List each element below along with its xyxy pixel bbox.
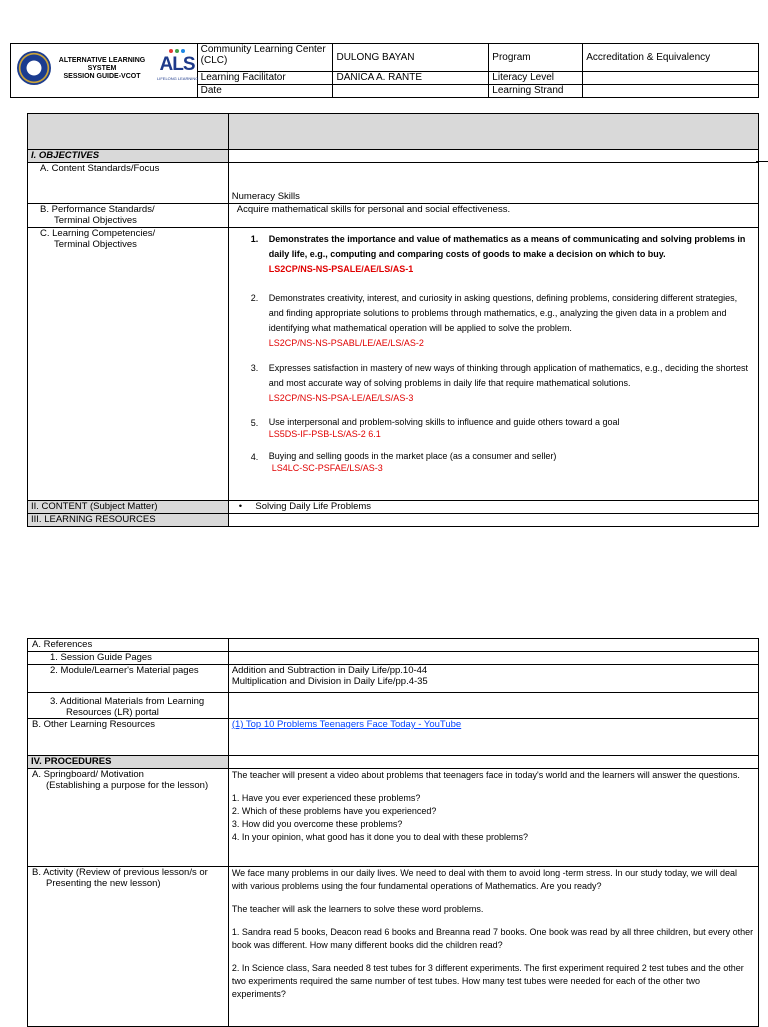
- program-value: Accreditation & Equivalency: [583, 44, 759, 72]
- bullet-icon: •: [238, 501, 243, 512]
- objectives-heading-blank: [228, 150, 758, 163]
- competency-code: LS5DS-IF-PSB-LS/AS-2 6.1: [268, 429, 381, 439]
- activity-intro: We face many problems in our daily lives. We need to deal with them to avoid long -term stress. In our study today, we will deal with various problems using the four fundamental operations of Mathematics. Are you ready?: [231, 868, 738, 891]
- springboard-label-line-2: (Establishing a purpose for the lesson): [46, 780, 209, 791]
- als-logo-sub: LIFELONG LEARNING: [157, 76, 199, 81]
- competency-item: [251, 416, 750, 440]
- objectives-table: [27, 113, 759, 527]
- activity-content: [228, 867, 758, 1027]
- question-item: 4. In your opinion, what good has it done you to deal with these problems?: [231, 832, 529, 842]
- additional-label-line-1: 3. Additional Materials from Learning: [50, 696, 205, 707]
- word-problem-1: 1. Sandra read 5 books, Deacon read 6 books and Breanna read 7 books. One book was read by all three children, but every other book was different. How many different books did the children read?: [231, 927, 754, 950]
- performance-value: Acquire mathematical skills for personal and social effectiveness.: [228, 204, 758, 228]
- additional-label-line-2: Resources (LR) portal: [66, 707, 159, 718]
- learning-resources-label: III. LEARNING RESOURCES: [28, 514, 229, 527]
- competencies-label-line-2: Terminal Objectives: [54, 239, 137, 250]
- content-standards-value: Numeracy Skills: [228, 163, 758, 204]
- date-value: [333, 85, 489, 98]
- competency-item: [251, 361, 750, 406]
- program-label: Program: [489, 44, 583, 72]
- question-item: 2. Which of these problems have you experienced?: [231, 806, 437, 816]
- references-blank: [228, 639, 758, 652]
- als-logo-text: ALS: [159, 54, 195, 75]
- content-label: II. CONTENT (Subject Matter): [28, 501, 229, 514]
- clc-label: Community Learning Center (CLC): [197, 44, 333, 72]
- performance-label-line-1: B. Performance Standards/: [40, 204, 155, 215]
- activity-label: [28, 867, 229, 1027]
- competencies-label: [28, 228, 229, 501]
- procedures-heading: IV. PROCEDURES: [28, 756, 229, 769]
- competency-code: LS2CP/NS-NS-PSA-LE/AE/LS/AS-3: [268, 393, 414, 403]
- module-label: 2. Module/Learner's Material pages: [28, 665, 229, 693]
- content-value-cell: [228, 501, 758, 514]
- strand-label: Learning Strand: [489, 85, 583, 98]
- module-value: [228, 665, 758, 693]
- deped-seal-icon: [17, 51, 51, 85]
- header-table: [10, 43, 759, 98]
- question-item: 3. How did you overcome these problems?: [231, 819, 403, 829]
- competency-text: Use interpersonal and problem-solving skills to influence and guide others toward a goal: [268, 417, 620, 427]
- springboard-intro: The teacher will present a video about problems that teenagers face in today's world and the learners will answer the questions.: [231, 770, 740, 780]
- header-shade-right: [228, 114, 758, 150]
- other-resources-label: B. Other Learning Resources: [28, 719, 229, 756]
- competencies-list: [228, 228, 758, 501]
- competency-number: 5.: [250, 418, 259, 428]
- question-item: 1. Have you ever experienced these problems?: [231, 793, 421, 803]
- competency-text: Demonstrates the importance and value of mathematics as a means of communicating and solving problems in daily life, e.g., computing and comparing costs of goods to make a decision on which to buy.: [268, 234, 746, 259]
- org-line-2: SYSTEM: [87, 65, 117, 72]
- competency-number: 4.: [250, 452, 259, 462]
- activity-instruction: The teacher will ask the learners to solve these word problems.: [231, 904, 484, 914]
- competency-number: 2.: [250, 293, 259, 303]
- module-value-line-1: Addition and Subtraction in Daily Life/pp.10-44: [231, 665, 428, 676]
- procedures-table: [27, 638, 759, 1027]
- content-value: Solving Daily Life Problems: [255, 501, 372, 512]
- additional-materials-label: [28, 693, 229, 719]
- competency-number: 3.: [250, 363, 259, 373]
- competency-code: LS2CP/NS-NS-PSABL/LE/AE/LS/AS-2: [268, 338, 424, 348]
- facilitator-value: DANICA A. RANTE: [333, 72, 489, 85]
- competency-text: Demonstrates creativity, interest, and curiosity in asking questions, defining problems, considering different strategies, and finding appropriate solutions to problems through mathematics, e.g., analyzing the given data in a problem and identifying what mathematical operation will be applied to solve the problem.: [268, 293, 738, 333]
- springboard-label: [28, 769, 229, 867]
- date-label: Date: [197, 85, 333, 98]
- session-guide-blank: [228, 652, 758, 665]
- procedures-heading-blank: [228, 756, 758, 769]
- learning-resources-blank: [228, 514, 758, 527]
- org-line-1: ALTERNATIVE LEARNING: [58, 57, 146, 64]
- competency-item: [251, 232, 750, 277]
- literacy-value: [583, 72, 759, 85]
- competencies-label-line-1: C. Learning Competencies/: [40, 228, 156, 239]
- competency-code: LS4LC-SC-PSFAE/LS/AS-3: [271, 463, 383, 473]
- performance-label: [28, 204, 229, 228]
- strand-value: [583, 85, 759, 98]
- objectives-heading: I. OBJECTIVES: [28, 150, 229, 163]
- activity-label-line-1: B. Activity (Review of previous lesson/s or: [32, 867, 208, 878]
- facilitator-label: Learning Facilitator: [197, 72, 333, 85]
- additional-materials-blank: [228, 693, 758, 719]
- activity-label-line-2: Presenting the new lesson): [46, 878, 161, 889]
- competency-number: 1.: [250, 234, 259, 244]
- logo-cell: [11, 44, 198, 98]
- competency-item: [251, 291, 750, 351]
- youtube-link[interactable]: (1) Top 10 Problems Teenagers Face Today - YouTube: [231, 719, 462, 730]
- session-guide-label: 1. Session Guide Pages: [28, 652, 229, 665]
- springboard-content: [228, 769, 758, 867]
- als-logo: [157, 49, 197, 93]
- competency-code: LS2CP/NS-NS-PSALE/AE/LS/AS-1: [268, 264, 414, 274]
- word-problem-2: 2. In Science class, Sara needed 8 test tubes for 3 different experiments. The first experiment required 2 test tubes and the other two experiments required the same number of test tubes. How many test tubes were needed for each of the other two experiments?: [231, 963, 744, 999]
- literacy-label: Literacy Level: [489, 72, 583, 85]
- module-value-line-2: Multiplication and Division in Daily Life/pp.4-35: [231, 676, 428, 687]
- competency-item: [251, 450, 750, 474]
- org-line-3: SESSION GUIDE-VCOT: [63, 73, 141, 80]
- other-resources-cell: [228, 719, 758, 756]
- clc-value: DULONG BAYAN: [333, 44, 489, 72]
- content-standards-label: A. Content Standards/Focus: [28, 163, 229, 204]
- performance-label-line-2: Terminal Objectives: [54, 215, 137, 226]
- competency-text: Expresses satisfaction in mastery of new ways of thinking through application of mathematics, e.g., deciding the shortest and most accurate way of solving problems in daily life that require mathematical solutions.: [268, 363, 749, 388]
- springboard-label-line-1: A. Springboard/ Motivation: [32, 769, 144, 780]
- competency-text: Buying and selling goods in the market place (as a consumer and seller): [268, 451, 557, 461]
- header-shade-left: [28, 114, 229, 150]
- references-label: A. References: [28, 639, 229, 652]
